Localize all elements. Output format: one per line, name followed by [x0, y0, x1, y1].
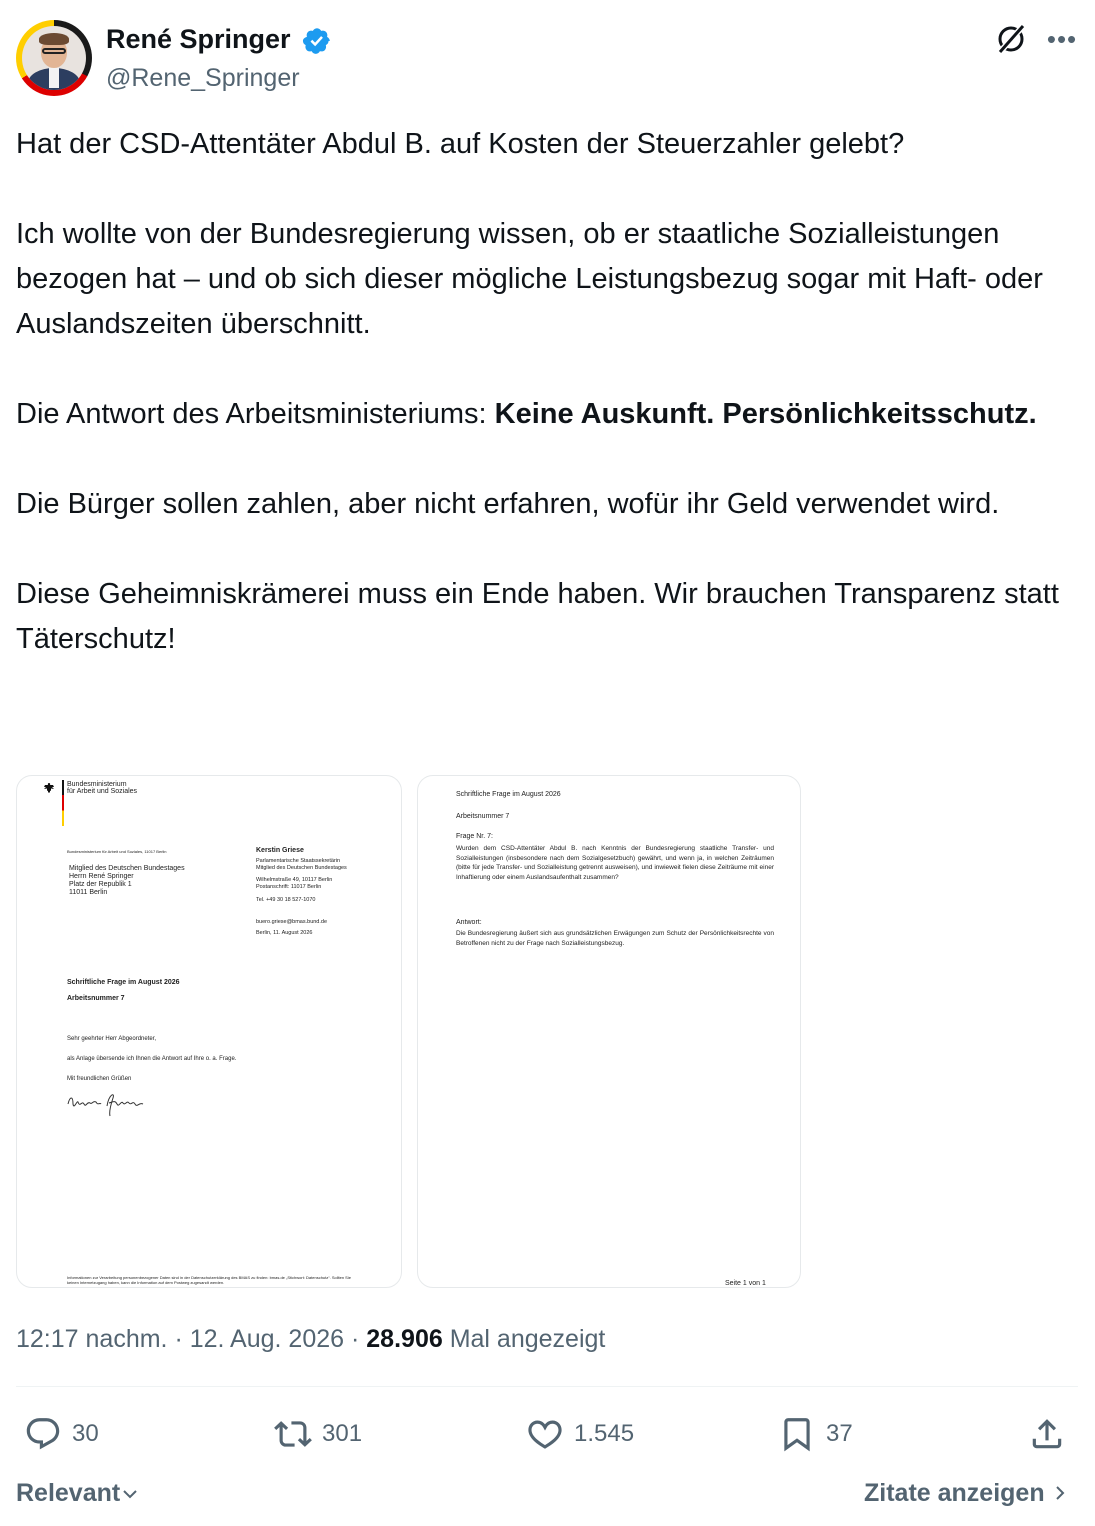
document-image-answer[interactable] — [417, 775, 801, 1288]
separator: · — [351, 1325, 360, 1353]
letter-closing: Mit freundlichen Grüßen — [67, 1076, 132, 1082]
more-options-icon[interactable]: ••• — [1046, 24, 1078, 54]
tweet-date[interactable]: 12. Aug. 2026 — [189, 1325, 345, 1353]
document-image-letter[interactable] — [16, 775, 402, 1288]
recipient-line: Platz der Republik 1 — [69, 881, 132, 888]
like-count: 1.545 — [574, 1420, 635, 1447]
signer-info: Postanschrift: 11017 Berlin — [256, 884, 322, 890]
chevron-down-icon — [120, 1484, 140, 1504]
repost-icon — [274, 1415, 312, 1453]
share-icon — [1028, 1415, 1066, 1453]
recipient-line: Herrn René Springer — [69, 873, 134, 880]
letter-number: Arbeitsnummer 7 — [67, 995, 125, 1002]
view-label: Mal angezeigt — [449, 1325, 606, 1353]
quotes-label: Zitate anzeigen — [864, 1479, 1045, 1507]
verified-badge-icon — [302, 26, 332, 56]
letter-body: als Anlage übersende ich Ihnen die Antwort auf Ihre o. a. Frage. — [67, 1056, 237, 1062]
recipient-line: Mitglied des Deutschen Bundestages — [69, 865, 185, 872]
answer-label: Antwort: — [456, 919, 482, 926]
share-button[interactable] — [1028, 1412, 1066, 1456]
answer-subject: Schriftliche Frage im August 2026 — [456, 791, 561, 798]
bookmark-count: 37 — [826, 1420, 853, 1447]
page-number: Seite 1 von 1 — [725, 1280, 766, 1287]
tweet-text — [16, 122, 1078, 662]
reply-button[interactable] — [24, 1412, 99, 1456]
tweet-paragraph: Die Bürger sollen zahlen, aber nicht erfahren, wofür ihr Geld verwendet wird. — [16, 488, 1000, 520]
view-count: 28.906 — [366, 1325, 443, 1353]
signer-info: buero.griese@bmas.bund.de — [256, 919, 328, 925]
question-text: Wurden dem CSD-Attentäter Abdul B. nach Kenntnis der Bundesregierung staatliche Transfer- und Sozialleistungen (insbesondere nach dem Sozialgesetzbuch) gewährt, und wenn ja, in welchen Zeiträumen (bitte für jede Transfer- und Sozialleistung getrennt ausweisen), und inwieweit fielen diese Zeiträume mit einer Inhaftierung oder einem Auslandsaufenthalt zusammen? — [456, 845, 774, 881]
letter-salutation: Sehr geehrter Herr Abgeordneter, — [67, 1036, 157, 1042]
separator: · — [174, 1325, 183, 1353]
tweet-text-bold: Keine Auskunft. Persönlichkeitsschutz. — [494, 398, 1037, 430]
recipient-line: 11011 Berlin — [69, 889, 108, 896]
tweet-paragraph: Diese Geheimniskrämerei muss ein Ende haben. Wir brauchen Transparenz statt Täterschutz! — [16, 578, 1059, 655]
repost-button[interactable] — [274, 1412, 362, 1456]
tweet-paragraph — [16, 392, 1078, 437]
question-label: Frage Nr. 7: — [456, 833, 493, 840]
letter-date: Berlin, 11. August 2026 — [256, 930, 313, 936]
view-quotes-link[interactable] — [864, 1476, 1068, 1510]
sort-dropdown[interactable] — [16, 1476, 140, 1510]
tweet-paragraph: Ich wollte von der Bundesregierung wissen, ob er staatliche Sozialleistungen bezogen hat – und ob sich dieser mögliche Leistungsbezug sogar mit Haft- oder Auslandszeiten überschnitt. — [16, 218, 1043, 340]
grok-icon[interactable] — [994, 22, 1028, 56]
signer-name: Kerstin Griese — [256, 847, 304, 854]
tweet-paragraph: Hat der CSD-Attentäter Abdul B. auf Kosten der Steuerzahler gelebt? — [16, 128, 905, 160]
author-handle[interactable]: @Rene_Springer — [106, 64, 300, 92]
reply-count: 30 — [72, 1420, 99, 1447]
tweet-text-plain: Die Antwort des Arbeitsministeriums: — [16, 398, 495, 430]
signer-info: Tel. +49 30 18 527-1070 — [256, 897, 316, 903]
flag-bar — [62, 780, 64, 826]
answer-number: Arbeitsnummer 7 — [456, 813, 510, 820]
tweet-time[interactable]: 12:17 nachm. — [16, 1325, 168, 1353]
signer-info: Wilhelmstraße 49, 10117 Berlin — [256, 877, 333, 883]
federal-eagle-icon — [43, 782, 55, 794]
author-name[interactable]: René Springer — [106, 24, 291, 54]
bookmark-button[interactable] — [778, 1412, 853, 1456]
signer-info: Parlamentarische Staatssekretärin — [256, 858, 341, 864]
bookmark-icon — [778, 1415, 816, 1453]
letter-footer: Informationen zur Verarbeitung personenbezogener Daten sind in der Datenschutzerklärung des BMAS zu finden: bmas.de „Stichwort: Datenschutz“. Sollten Sie keinen Internetzugang haben, kann die Information auf dem Postweg zugesandt werden. — [67, 1275, 351, 1285]
ministry-name: für Arbeit und Soziales — [67, 788, 138, 795]
sort-label: Relevant — [16, 1479, 121, 1507]
ministry-name: Bundesministerium — [67, 781, 127, 788]
like-button[interactable] — [526, 1412, 634, 1456]
sender-line: Bundesministerium für Arbeit und Soziales, 11017 Berlin — [67, 849, 167, 854]
tweet-metadata — [16, 1320, 605, 1358]
divider — [16, 1386, 1078, 1387]
answer-text: Die Bundesregierung äußert sich aus grundsätzlichen Erwägungen zum Schutz der Persönlichkeitsrechte von Betroffenen nicht zu der Frage nach Sozialleistungsbezug. — [456, 930, 774, 947]
chevron-right-icon — [1052, 1483, 1068, 1503]
heart-icon — [526, 1415, 564, 1453]
avatar[interactable] — [16, 20, 92, 96]
repost-count: 301 — [322, 1420, 363, 1447]
letter-subject: Schriftliche Frage im August 2026 — [67, 979, 180, 986]
reply-icon — [24, 1415, 62, 1453]
signer-info: Mitglied des Deutschen Bundestages — [256, 865, 347, 871]
handwritten-signature — [65, 1088, 160, 1118]
